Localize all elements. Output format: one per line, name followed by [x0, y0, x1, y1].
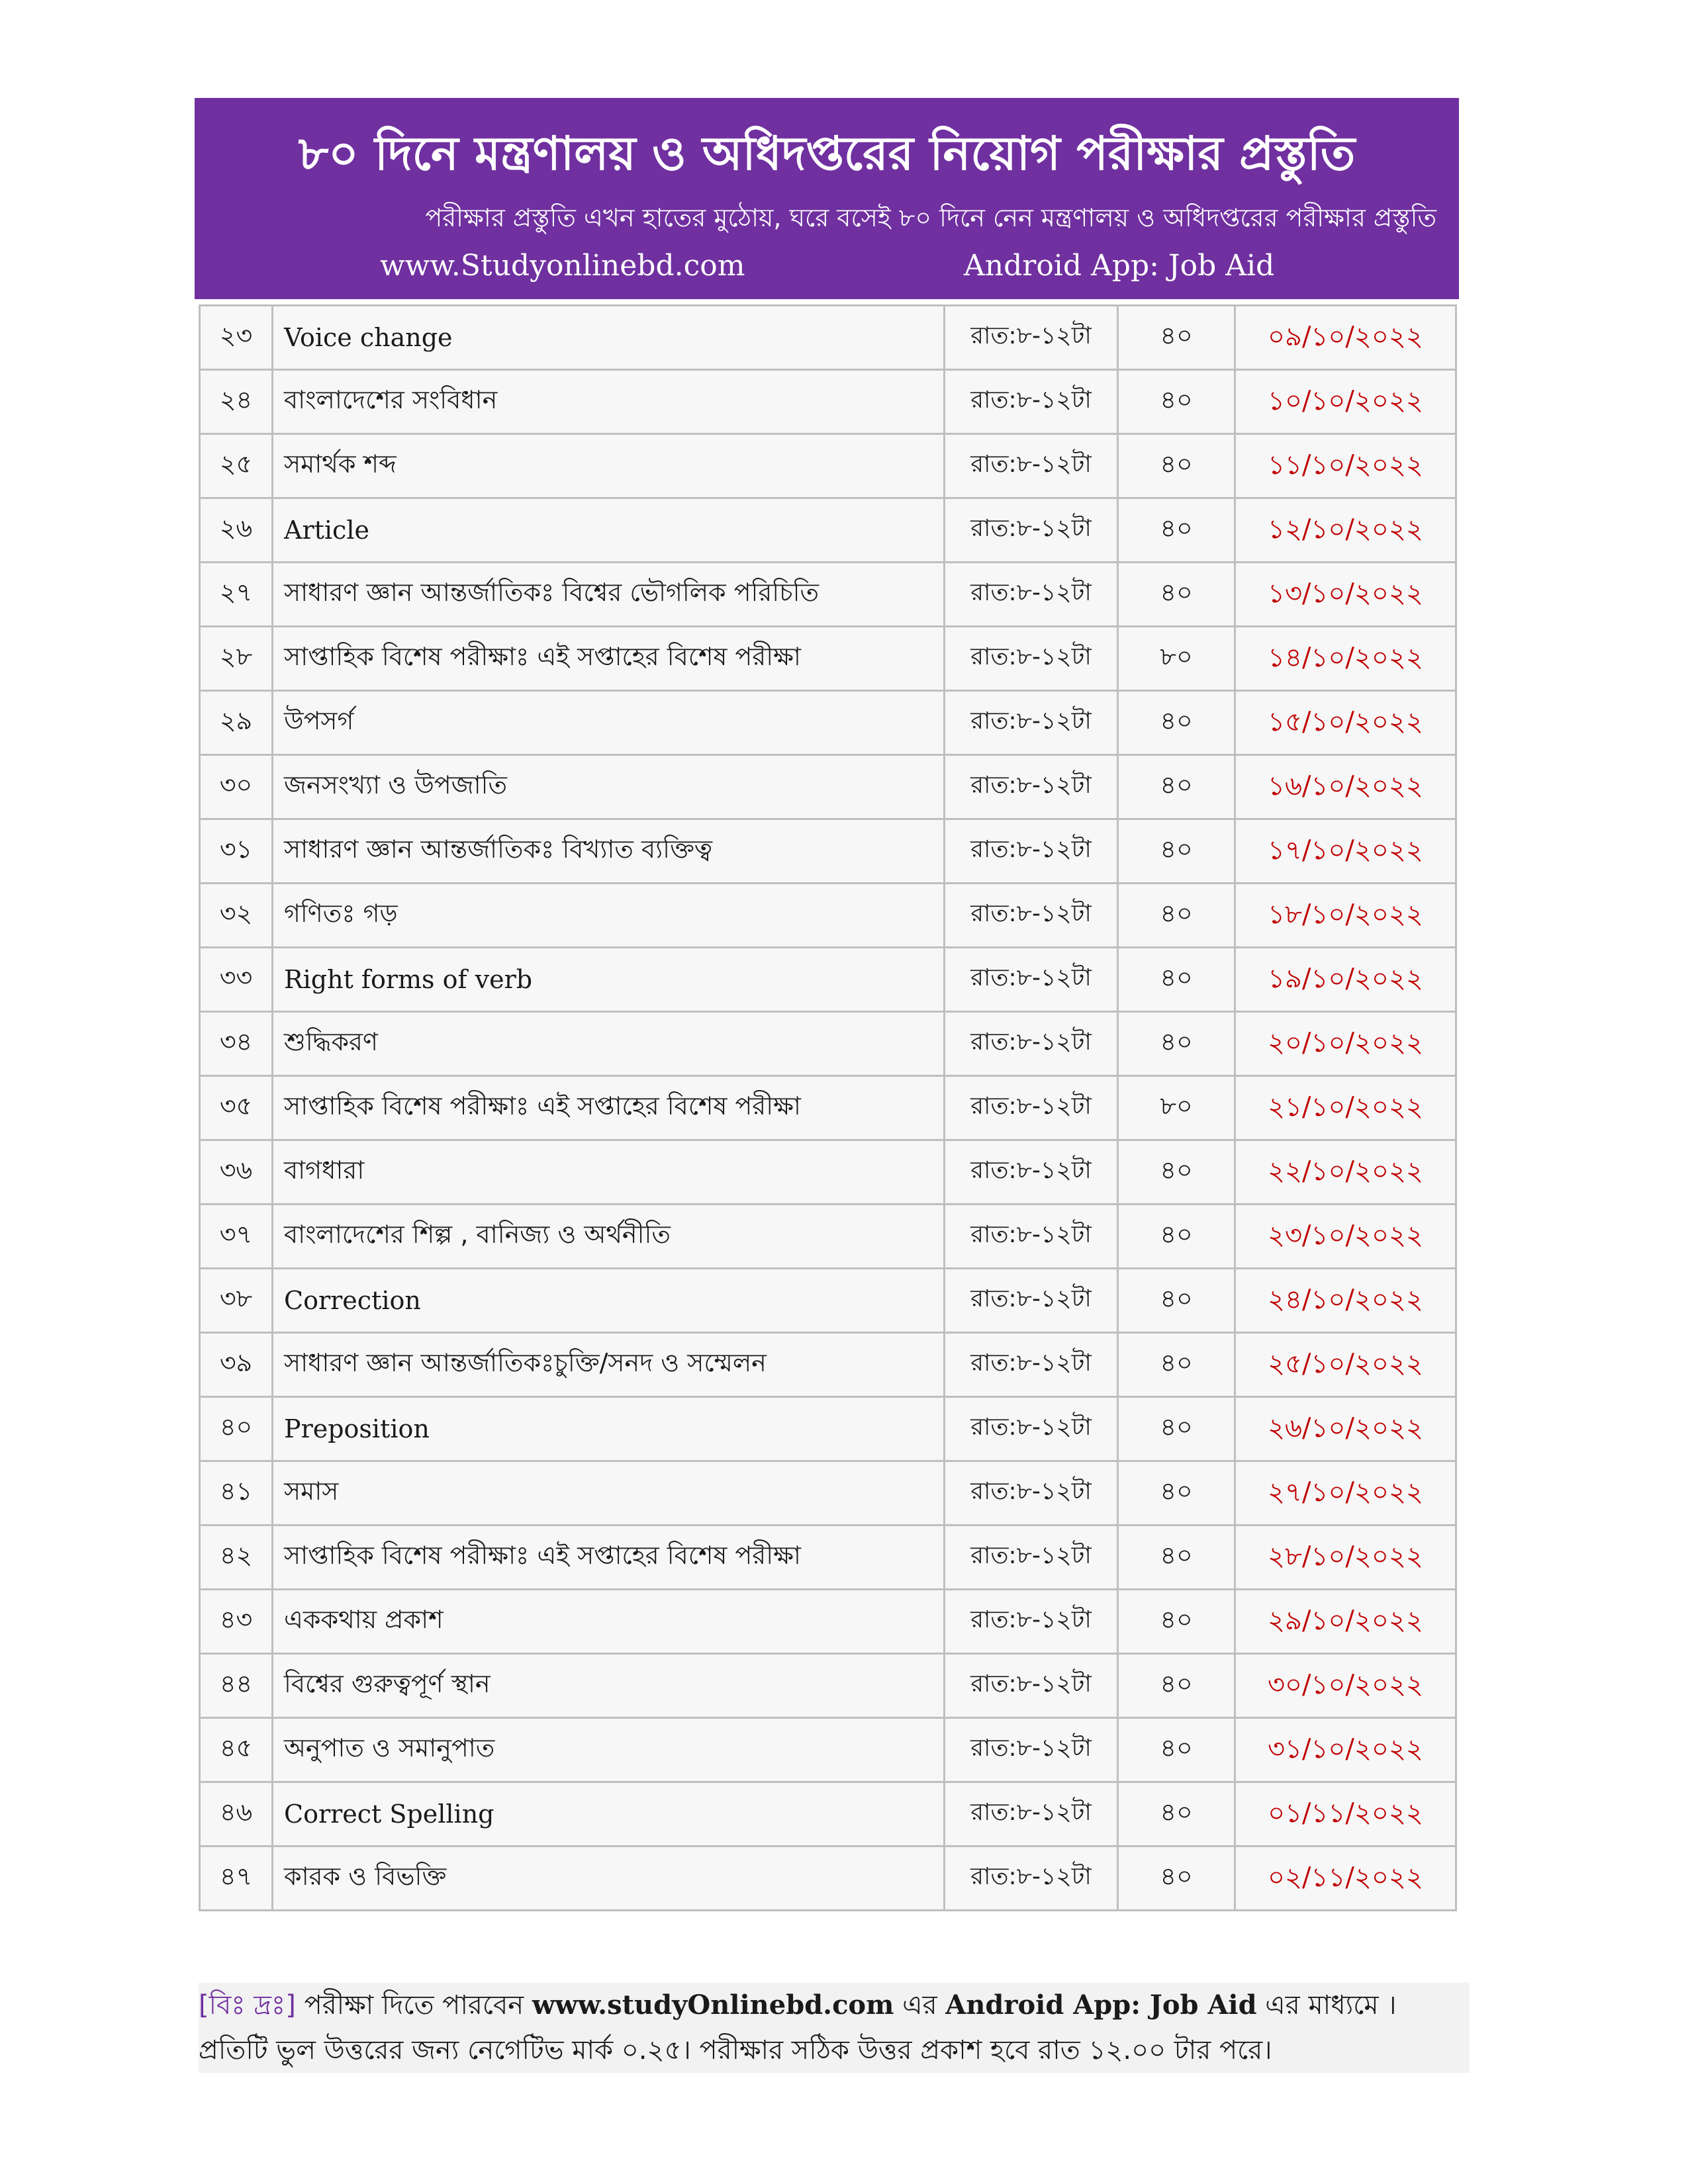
time-cell: রাত:৮-১২টা [945, 563, 1118, 627]
topic-cell: সাধারণ জ্ঞান আন্তর্জাতিকঃ বিশ্বের ভৌগলিক পরিচিতি [273, 563, 945, 627]
topic-cell: বাংলাদেশের সংবিধান [273, 370, 945, 434]
date-cell: ০১/১১/২০২২ [1235, 1782, 1456, 1846]
date-cell: ২৩/১০/২০২২ [1235, 1205, 1456, 1269]
topic-cell: গণিতঃ গড় [273, 884, 945, 948]
topic-cell: শুদ্ধিকরণ [273, 1012, 945, 1076]
row-number-cell: ৩৪ [200, 1012, 273, 1076]
row-number-cell: ৪০ [200, 1397, 273, 1461]
marks-cell: ৪০ [1118, 1333, 1235, 1397]
topic-cell: অনুপাত ও সমানুপাত [273, 1718, 945, 1782]
topic-cell: সাধারণ জ্ঞান আন্তর্জাতিকঃ বিখ্যাত ব্যক্তিত্ব [273, 819, 945, 884]
topic-cell: উপসর্গ [273, 691, 945, 755]
row-number-cell: ২৯ [200, 691, 273, 755]
topic-cell: এককথায় প্রকাশ [273, 1590, 945, 1654]
marks-cell: ৪০ [1118, 370, 1235, 434]
table-row [200, 948, 1456, 1012]
note-app: Android App: Job Aid [945, 1989, 1257, 2021]
date-cell: ২৮/১০/২০২২ [1235, 1525, 1456, 1590]
time-cell: রাত:৮-১২টা [945, 1461, 1118, 1525]
footer-note [199, 1983, 1470, 2073]
android-app-text: Android App: Job Aid [964, 249, 1275, 283]
topic-cell: বাংলাদেশের শিল্প , বানিজ্য ও অর্থনীতি [273, 1205, 945, 1269]
time-cell: রাত:৮-১২টা [945, 1782, 1118, 1846]
topic-cell: Voice change [273, 306, 945, 370]
table-row [200, 563, 1456, 627]
time-cell: রাত:৮-১২টা [945, 370, 1118, 434]
marks-cell: ৪০ [1118, 819, 1235, 884]
table-row [200, 819, 1456, 884]
table-row [200, 1397, 1456, 1461]
topic-cell: সাধারণ জ্ঞান আন্তর্জাতিকঃচুক্তি/সনদ ও সম্মেলন [273, 1333, 945, 1397]
topic-cell: কারক ও বিভক্তি [273, 1846, 945, 1911]
topic-cell: সাপ্তাহিক বিশেষ পরীক্ষাঃ এই সপ্তাহের বিশেষ পরীক্ষা [273, 1076, 945, 1140]
table-row [200, 1525, 1456, 1590]
topic-cell: সমার্থক শব্দ [273, 434, 945, 498]
marks-cell: ৪০ [1118, 948, 1235, 1012]
table-row [200, 1846, 1456, 1911]
marks-cell: ৪০ [1118, 1140, 1235, 1205]
time-cell: রাত:৮-১২টা [945, 948, 1118, 1012]
topic-cell: Correct Spelling [273, 1782, 945, 1846]
time-cell: রাত:৮-১২টা [945, 306, 1118, 370]
note-text-3: এর মাধ্যমে । প্রতিটি ভুল উত্তরের জন্য নেগেটিভ মার্ক ০.২৫। পরীক্ষার সঠিক উত্তর প্রকাশ হবে রাত ১২.০০ টার পরে। [199, 1990, 1397, 2066]
marks-cell: ৪০ [1118, 1269, 1235, 1333]
row-number-cell: ৩৭ [200, 1205, 273, 1269]
topic-cell: Preposition [273, 1397, 945, 1461]
marks-cell: ৪০ [1118, 1205, 1235, 1269]
time-cell: রাত:৮-১২টা [945, 1012, 1118, 1076]
table-row [200, 498, 1456, 563]
date-cell: ৩১/১০/২০২২ [1235, 1718, 1456, 1782]
time-cell: রাত:৮-১২টা [945, 1654, 1118, 1718]
table-row [200, 755, 1456, 819]
time-cell: রাত:৮-১২টা [945, 1590, 1118, 1654]
time-cell: রাত:৮-১২টা [945, 884, 1118, 948]
note-website: www.studyOnlinebd.com [532, 1989, 894, 2021]
time-cell: রাত:৮-১২টা [945, 627, 1118, 691]
page-header [195, 98, 1459, 299]
table-row [200, 1140, 1456, 1205]
date-cell: ১৮/১০/২০২২ [1235, 884, 1456, 948]
row-number-cell: ৪৬ [200, 1782, 273, 1846]
marks-cell: ৪০ [1118, 498, 1235, 563]
topic-cell: Correction [273, 1269, 945, 1333]
row-number-cell: ২৫ [200, 434, 273, 498]
row-number-cell: ৪৫ [200, 1718, 273, 1782]
exam-schedule-table [199, 304, 1457, 1911]
date-cell: ২০/১০/২০২২ [1235, 1012, 1456, 1076]
date-cell: ০৯/১০/২০২২ [1235, 306, 1456, 370]
time-cell: রাত:৮-১২টা [945, 434, 1118, 498]
date-cell: ১৬/১০/২০২২ [1235, 755, 1456, 819]
date-cell: ১৭/১০/২০২২ [1235, 819, 1456, 884]
time-cell: রাত:৮-১২টা [945, 498, 1118, 563]
marks-cell: ৪০ [1118, 1012, 1235, 1076]
time-cell: রাত:৮-১২টা [945, 1333, 1118, 1397]
topic-cell: সাপ্তাহিক বিশেষ পরীক্ষাঃ এই সপ্তাহের বিশেষ পরীক্ষা [273, 627, 945, 691]
marks-cell: ৪০ [1118, 1397, 1235, 1461]
row-number-cell: ৩৯ [200, 1333, 273, 1397]
time-cell: রাত:৮-১২টা [945, 1140, 1118, 1205]
marks-cell: ৪০ [1118, 1590, 1235, 1654]
table-row [200, 884, 1456, 948]
marks-cell: ৪০ [1118, 1461, 1235, 1525]
table-row [200, 1461, 1456, 1525]
marks-cell: ৪০ [1118, 1654, 1235, 1718]
time-cell: রাত:৮-১২টা [945, 1846, 1118, 1911]
marks-cell: ৪০ [1118, 306, 1235, 370]
date-cell: ১২/১০/২০২২ [1235, 498, 1456, 563]
topic-cell: জনসংখ্যা ও উপজাতি [273, 755, 945, 819]
table-row [200, 1205, 1456, 1269]
marks-cell: ৮০ [1118, 1076, 1235, 1140]
table-row [200, 1590, 1456, 1654]
time-cell: রাত:৮-১২টা [945, 1718, 1118, 1782]
row-number-cell: ৪৩ [200, 1590, 273, 1654]
marks-cell: ৪০ [1118, 1846, 1235, 1911]
date-cell: ২৭/১০/২০২২ [1235, 1461, 1456, 1525]
row-number-cell: ৩১ [200, 819, 273, 884]
marks-cell: ৮০ [1118, 627, 1235, 691]
marks-cell: ৪০ [1118, 1718, 1235, 1782]
marks-cell: ৪০ [1118, 1525, 1235, 1590]
row-number-cell: ২৬ [200, 498, 273, 563]
date-cell: ২২/১০/২০২২ [1235, 1140, 1456, 1205]
topic-cell: বিশ্বের গুরুত্বপূর্ণ স্থান [273, 1654, 945, 1718]
table-row [200, 434, 1456, 498]
date-cell: ২৯/১০/২০২২ [1235, 1590, 1456, 1654]
marks-cell: ৪০ [1118, 884, 1235, 948]
website-text: www.Studyonlinebd.com [380, 249, 745, 283]
date-cell: ১৫/১০/২০২২ [1235, 691, 1456, 755]
marks-cell: ৪০ [1118, 691, 1235, 755]
row-number-cell: ২৮ [200, 627, 273, 691]
marks-cell: ৪০ [1118, 1782, 1235, 1846]
row-number-cell: ৩৬ [200, 1140, 273, 1205]
page-title: ৮০ দিনে মন্ত্রণালয় ও অধিদপ্তরের নিয়োগ পরীক্ষার প্রস্তুতি [298, 126, 1356, 181]
date-cell: ১৩/১০/২০২২ [1235, 563, 1456, 627]
topic-cell: বাগধারা [273, 1140, 945, 1205]
row-number-cell: ৪১ [200, 1461, 273, 1525]
date-cell: ২৬/১০/২০২২ [1235, 1397, 1456, 1461]
table-row [200, 691, 1456, 755]
time-cell: রাত:৮-১২টা [945, 1269, 1118, 1333]
marks-cell: ৪০ [1118, 434, 1235, 498]
date-cell: ২৪/১০/২০২২ [1235, 1269, 1456, 1333]
note-text-1: পরীক্ষা দিতে পারবেন [295, 1990, 532, 2021]
date-cell: ১০/১০/২০২২ [1235, 370, 1456, 434]
table-row [200, 1076, 1456, 1140]
table-row [200, 1333, 1456, 1397]
time-cell: রাত:৮-১২টা [945, 819, 1118, 884]
time-cell: রাত:৮-১২টা [945, 1076, 1118, 1140]
date-cell: ০২/১১/২০২২ [1235, 1846, 1456, 1911]
row-number-cell: ৩৩ [200, 948, 273, 1012]
row-number-cell: ৪৪ [200, 1654, 273, 1718]
table-row [200, 1269, 1456, 1333]
date-cell: ২১/১০/২০২২ [1235, 1076, 1456, 1140]
row-number-cell: ৩৮ [200, 1269, 273, 1333]
row-number-cell: ৩৫ [200, 1076, 273, 1140]
marks-cell: ৪০ [1118, 563, 1235, 627]
row-number-cell: ২৪ [200, 370, 273, 434]
topic-cell: সমাস [273, 1461, 945, 1525]
table-row [200, 1012, 1456, 1076]
date-cell: ২৫/১০/২০২২ [1235, 1333, 1456, 1397]
date-cell: ১৯/১০/২০২২ [1235, 948, 1456, 1012]
table-row [200, 370, 1456, 434]
table-row [200, 1718, 1456, 1782]
note-prefix: [বিঃ দ্রঃ] [199, 1990, 296, 2021]
topic-cell: Right forms of verb [273, 948, 945, 1012]
row-number-cell: ৩২ [200, 884, 273, 948]
table-row [200, 1782, 1456, 1846]
row-number-cell: ৪৭ [200, 1846, 273, 1911]
page-subtitle: পরীক্ষার প্রস্তুতি এখন হাতের মুঠোয়, ঘরে বসেই ৮০ দিনে নেন মন্ত্রণালয় ও অধিদপ্তরের পরীক্ষার প্রস্তুতি [425, 203, 1436, 232]
topic-cell: সাপ্তাহিক বিশেষ পরীক্ষাঃ এই সপ্তাহের বিশেষ পরীক্ষা [273, 1525, 945, 1590]
row-number-cell: ৪২ [200, 1525, 273, 1590]
date-cell: ১১/১০/২০২২ [1235, 434, 1456, 498]
table-row [200, 306, 1456, 370]
date-cell: ৩০/১০/২০২২ [1235, 1654, 1456, 1718]
time-cell: রাত:৮-১২টা [945, 755, 1118, 819]
time-cell: রাত:৮-১২টা [945, 1397, 1118, 1461]
time-cell: রাত:৮-১২টা [945, 1205, 1118, 1269]
table-row [200, 627, 1456, 691]
note-text-2: এর [894, 1990, 946, 2021]
row-number-cell: ৩০ [200, 755, 273, 819]
table-row [200, 1654, 1456, 1718]
schedule-body [200, 306, 1456, 1911]
date-cell: ১৪/১০/২০২২ [1235, 627, 1456, 691]
time-cell: রাত:৮-১২টা [945, 1525, 1118, 1590]
time-cell: রাত:৮-১২টা [945, 691, 1118, 755]
row-number-cell: ২৩ [200, 306, 273, 370]
row-number-cell: ২৭ [200, 563, 273, 627]
topic-cell: Article [273, 498, 945, 563]
marks-cell: ৪০ [1118, 755, 1235, 819]
